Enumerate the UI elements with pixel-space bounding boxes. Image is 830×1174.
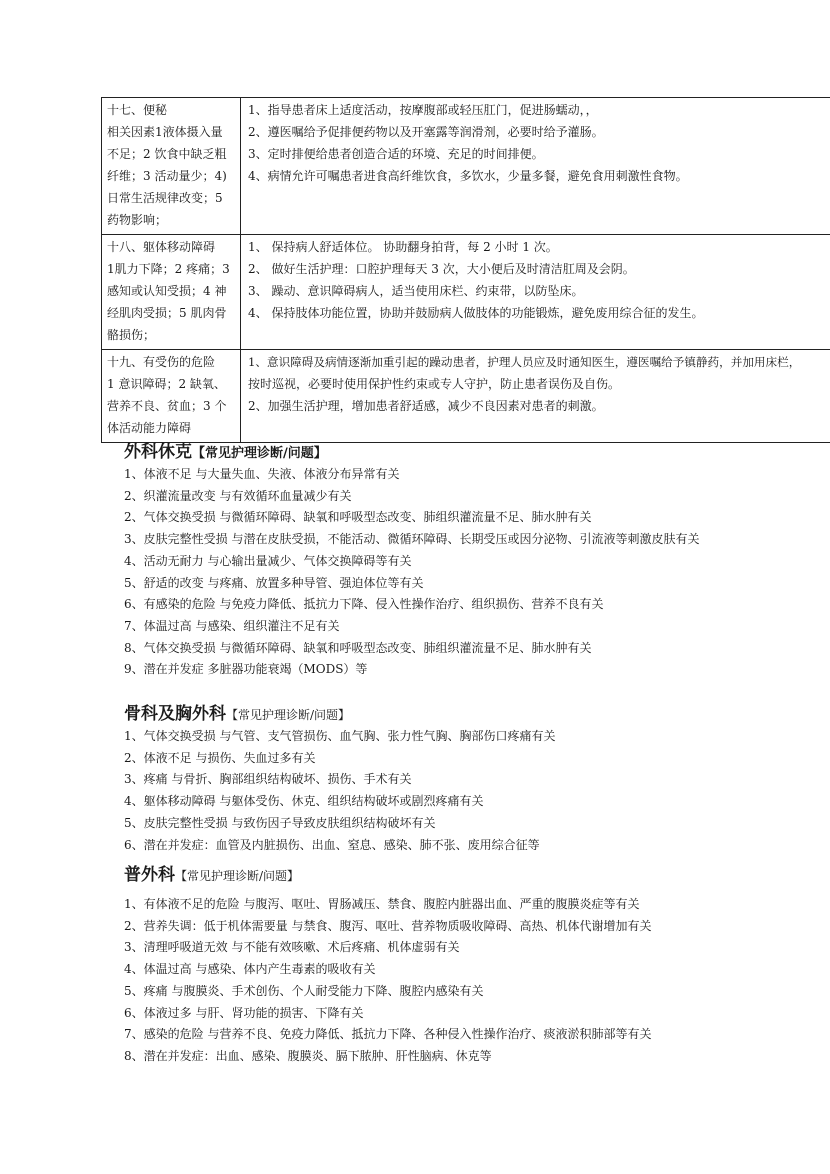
list-item: 6、有感染的危险 与免疫力降低、抵抗力下降、侵入性操作治疗、组织损伤、营养不良有关 [124, 597, 604, 612]
diagnosis-line: 骼损伤； [107, 328, 156, 342]
section-heading [124, 440, 714, 464]
diagnosis-cell [102, 98, 241, 235]
diagnosis-line: 1肌力下降；2 疼痛；3 [107, 262, 230, 276]
diagnosis-line: 十九、有受伤的危险 [107, 355, 216, 369]
nursing-care-table [101, 97, 830, 443]
diagnosis-line: 十七、便秘 [107, 103, 168, 117]
section-subtitle: 【常见护理诊断/问题】 [175, 869, 300, 883]
diagnosis-line: 不足；2 饮食中缺乏粗 [107, 147, 227, 161]
diagnosis-line: 纤维；3 活动量少；4) [107, 169, 227, 183]
list-item: 5、皮肤完整性受损 与致伤因子导致皮肤组织结构破坏有关 [124, 815, 436, 830]
section-heading [124, 702, 555, 726]
diagnosis-list [124, 894, 651, 1068]
measure-line: 4、 保持肢体功能位置，协助并鼓励病人做肢体的功能锻炼，避免废用综合征的发生。 [248, 306, 704, 320]
list-item: 9、潜在并发症 多脏器功能衰竭（MODS）等 [124, 662, 368, 677]
diagnosis-list [124, 464, 714, 681]
measure-line: 3、 躁动、意识障碍病人，适当使用床栏、约束带，以防坠床。 [248, 284, 584, 298]
measure-line: 1、意识障碍及病情逐渐加重引起的躁动患者，护理人员应及时通知医生，遵医嘱给予镇静药，并加用床栏， [248, 355, 801, 369]
list-item: 6、潜在并发症：血管及内脏损伤、出血、窒息、感染、肺不张、废用综合征等 [124, 837, 540, 852]
section-general-surgery [124, 860, 651, 1068]
section-title: 骨科及胸外科 [124, 704, 226, 724]
measure-line: 2、遵医嘱给予促排便药物以及开塞露等润滑剂，必要时给予灌肠。 [248, 125, 604, 139]
list-item: 7、体温过高 与感染、组织灌注不足有关 [124, 618, 340, 633]
diagnosis-line: 日常生活规律改变；5 [107, 191, 223, 205]
list-item: 8、气体交换受损 与微循环障碍、缺氧和呼吸型态改变、肺组织灌流量不足、肺水肿有关 [124, 640, 592, 655]
list-item: 2、气体交换受损 与微循环障碍、缺氧和呼吸型态改变、肺组织灌流量不足、肺水肿有关 [124, 510, 592, 525]
list-item: 6、体液过多 与肝、肾功能的损害、下降有关 [124, 1005, 364, 1020]
diagnosis-line: 药物影响； [107, 213, 168, 227]
section-title: 外科休克 [124, 442, 192, 462]
section-subtitle: 【常见护理诊断/问题】 [192, 446, 327, 461]
measure-line: 1、 保持病人舒适体位。 协助翻身拍背，每 2 小时 1 次。 [248, 240, 558, 254]
diagnosis-line: 相关因素1液体摄入量 [107, 125, 223, 139]
list-item: 3、清理呼吸道无效 与不能有效咳嗽、术后疼痛、机体虚弱有关 [124, 940, 460, 955]
section-subtitle: 【常见护理诊断/问题】 [226, 708, 351, 722]
diagnosis-line: 经肌肉受损；5 肌肉骨 [107, 306, 227, 320]
list-item: 8、潜在并发症：出血、感染、腹膜炎、膈下脓肿、肝性脑病、休克等 [124, 1048, 492, 1063]
table-row [102, 350, 830, 443]
list-item: 4、躯体移动障碍 与躯体受伤、休克、组织结构破坏或剧烈疼痛有关 [124, 794, 484, 809]
table-row [102, 235, 830, 350]
measure-line: 4、病情允许可嘱患者进食高纤维饮食，多饮水，少量多餐，避免食用刺激性食物。 [248, 169, 688, 183]
list-item: 5、舒适的改变 与疼痛、放置多种导管、强迫体位等有关 [124, 575, 424, 590]
diagnosis-cell [102, 350, 241, 443]
measure-line: 3、定时排便给患者创造合适的环境、充足的时间排便。 [248, 147, 544, 161]
diagnosis-cell [102, 235, 241, 350]
list-item: 1、有体液不足的危险 与腹泻、呕吐、胃肠减压、禁食、腹腔内脏器出血、严重的腹膜炎症等有关 [124, 897, 640, 911]
list-item: 3、疼痛 与骨折、胸部组织结构破坏、损伤、手术有关 [124, 772, 412, 787]
measures-cell [241, 98, 830, 235]
list-item: 2、织灌流量改变 与有效循环血量减少有关 [124, 488, 352, 503]
section-orthopedics-thoracic [124, 702, 555, 856]
measure-line: 2、加强生活护理，增加患者舒适感，减少不良因素对患者的刺激。 [248, 399, 604, 413]
list-item: 2、体液不足 与损伤、失血过多有关 [124, 750, 316, 765]
list-item: 5、疼痛 与腹膜炎、手术创伤、个人耐受能力下降、腹腔内感染有关 [124, 983, 484, 998]
list-item: 4、活动无耐力 与心输出量减少、气体交换障碍等有关 [124, 553, 412, 568]
measure-line: 2、 做好生活护理：口腔护理每天 3 次，大小便后及时清洁肛周及会阴。 [248, 262, 635, 276]
list-item: 1、气体交换受损 与气管、支气管损伤、血气胸、张力性气胸、胸部伤口疼痛有关 [124, 729, 556, 743]
list-item: 2、营养失调：低于机体需要量 与禁食、腹泻、呕吐、营养物质吸收障碍、高热、机体代谢增加有关 [124, 918, 652, 933]
list-item: 3、皮肤完整性受损 与潜在皮肤受损，不能活动、微循环障碍、长期受压或因分泌物、引流液等刺激皮肤有关 [124, 532, 700, 547]
list-item: 4、体温过高 与感染、体内产生毒素的吸收有关 [124, 962, 376, 977]
list-item: 1、体液不足 与大量失血、失液、体液分布异常有关 [124, 467, 400, 481]
list-item: 7、感染的危险 与营养不良、免疫力降低、抵抗力下降、各种侵入性操作治疗、痰液淤积肺部等有关 [124, 1027, 652, 1042]
diagnosis-line: 1 意识障碍；2 缺氧、 [107, 377, 226, 391]
measures-cell [241, 350, 830, 443]
section-heading [124, 860, 651, 890]
measure-line: 1、指导患者床上适度活动，按摩腹部或轻压肛门，促进肠蠕动，， [248, 103, 598, 117]
section-surgical-shock [124, 440, 714, 681]
diagnosis-line: 感知或认知受损；4 神 [107, 284, 227, 298]
diagnosis-line: 营养不良、贫血；3 个 [107, 399, 227, 413]
diagnosis-line: 体活动能力障碍 [107, 421, 192, 435]
diagnosis-list [124, 726, 555, 856]
measures-cell [241, 235, 830, 350]
diagnosis-line: 十八、躯体移动障碍 [107, 240, 216, 254]
table-row [102, 98, 830, 235]
section-title: 普外科 [124, 865, 175, 885]
measure-line: 按时巡视，必要时使用保护性约束或专人守护，防止患者误伤及自伤。 [248, 377, 621, 391]
